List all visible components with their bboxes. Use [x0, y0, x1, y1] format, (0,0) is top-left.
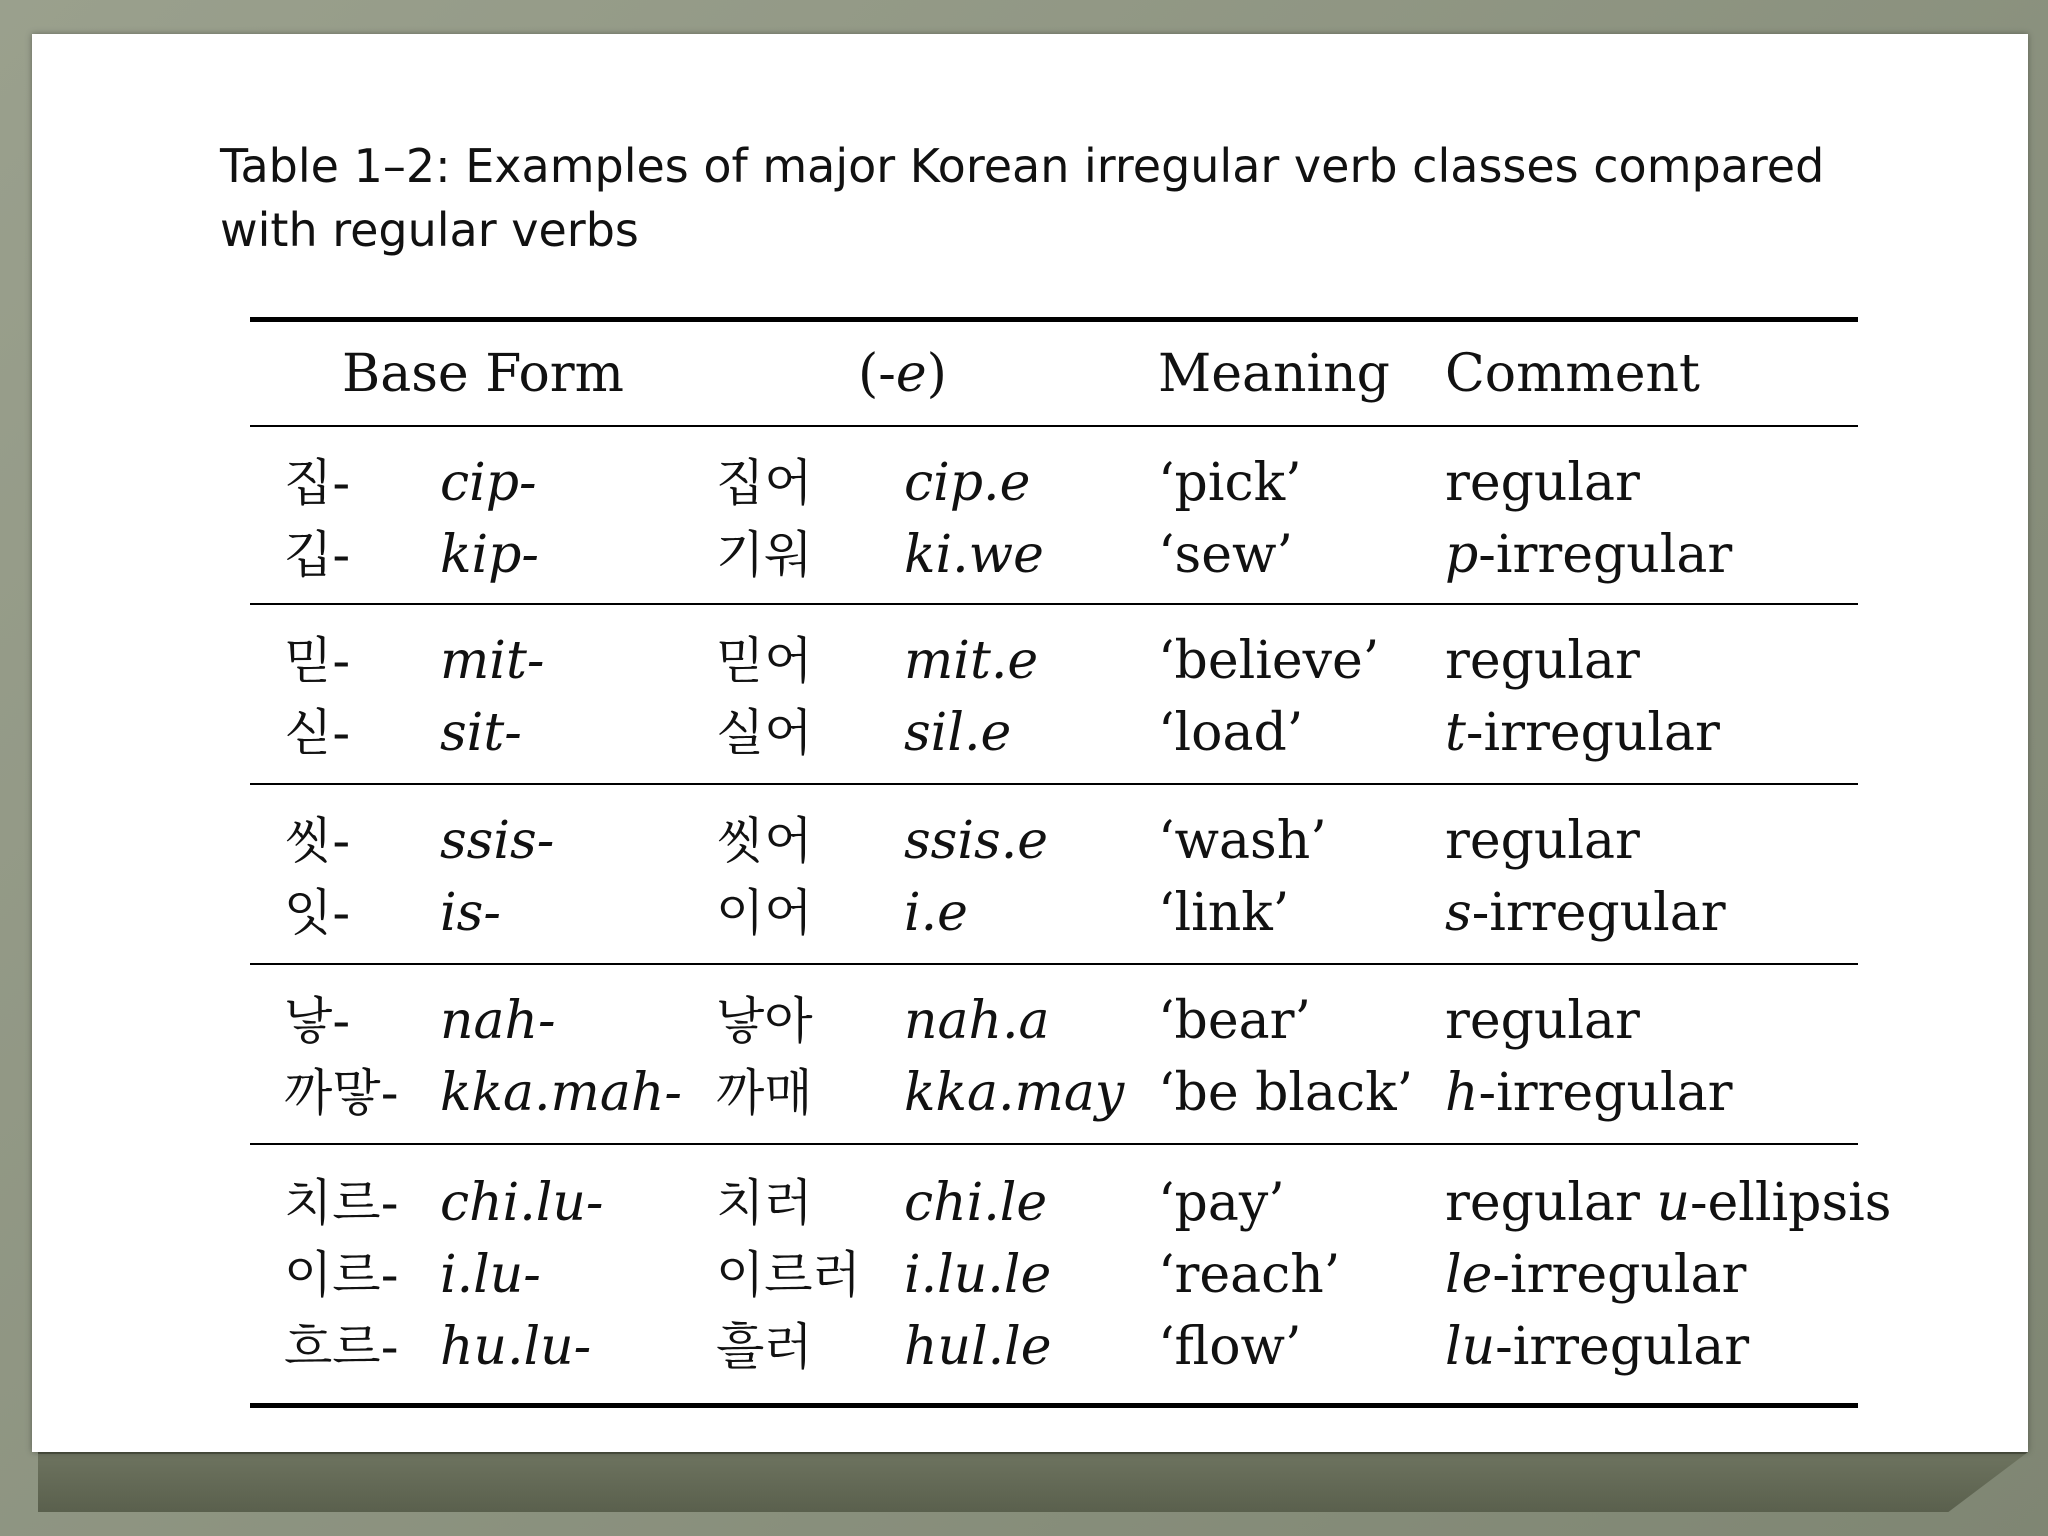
e-form-romanized: chi.le — [904, 1173, 1048, 1233]
caption-line-2: with regular verbs — [220, 203, 639, 257]
comment-cell: t-irregular — [1445, 703, 1720, 763]
table-bottom-rule — [250, 1403, 1858, 1408]
table-row — [250, 447, 1858, 519]
base-form-romanized: cip- — [440, 453, 537, 513]
meaning-cell: ‘sew’ — [1158, 525, 1294, 585]
table-row — [250, 519, 1858, 591]
e-form-korean: 이어 — [716, 884, 813, 942]
base-form-korean: 집- — [284, 454, 351, 512]
base-form-korean: 믿- — [284, 632, 351, 690]
table-row — [250, 1311, 1858, 1383]
meaning-cell: ‘flow’ — [1158, 1317, 1302, 1377]
comment-cell: regular — [1445, 991, 1640, 1051]
e-form-korean: 까매 — [716, 1064, 813, 1122]
meaning-cell: ‘load’ — [1158, 703, 1304, 763]
header-e-form: (-e) — [858, 344, 947, 404]
header-comment: Comment — [1445, 344, 1700, 404]
base-form-korean: 이르- — [284, 1246, 399, 1304]
row-group — [250, 605, 1858, 783]
e-form-romanized: hul.le — [904, 1317, 1052, 1377]
comment-cell: le-irregular — [1445, 1245, 1747, 1305]
e-form-romanized: ssis.e — [904, 811, 1048, 871]
table-row — [250, 625, 1858, 697]
e-form-korean: 낳아 — [716, 992, 813, 1050]
row-group — [250, 965, 1858, 1143]
base-form-korean: 낳- — [284, 992, 351, 1050]
row-group — [250, 427, 1858, 603]
e-form-romanized: kka.may — [904, 1063, 1125, 1123]
base-form-korean: 잇- — [284, 884, 351, 942]
table-body — [250, 425, 1892, 1403]
header-meaning: Meaning — [1158, 344, 1390, 404]
meaning-cell: ‘be black’ — [1158, 1063, 1414, 1123]
table-row — [250, 1057, 1858, 1129]
e-form-romanized: ki.we — [904, 525, 1044, 585]
base-form-korean: 깁- — [284, 526, 351, 584]
base-form-romanized: kka.mah- — [440, 1063, 682, 1123]
comment-cell: regular u-ellipsis — [1445, 1173, 1892, 1233]
comment-cell: s-irregular — [1445, 883, 1726, 943]
e-form-korean: 믿어 — [716, 632, 813, 690]
e-form-korean: 이르러 — [716, 1246, 861, 1304]
base-form-korean: 흐르- — [284, 1318, 399, 1376]
table-row — [250, 805, 1858, 877]
base-form-romanized: kip- — [440, 525, 539, 585]
caption-line-1: Table 1–2: Examples of major Korean irregular verb classes compared — [220, 139, 1825, 193]
comment-cell: p-irregular — [1445, 525, 1733, 585]
comment-cell: lu-irregular — [1445, 1317, 1750, 1377]
meaning-cell: ‘wash’ — [1158, 811, 1327, 871]
header-base-form: Base Form — [342, 344, 624, 404]
base-form-romanized: chi.lu- — [440, 1173, 604, 1233]
base-form-korean: 싣- — [284, 704, 351, 762]
base-form-romanized: sit- — [440, 703, 522, 763]
e-form-romanized: sil.e — [904, 703, 1012, 763]
meaning-cell: ‘pay’ — [1158, 1173, 1285, 1233]
meaning-cell: ‘pick’ — [1158, 453, 1302, 513]
table-caption — [220, 134, 1840, 262]
table-row — [250, 1239, 1858, 1311]
verb-table — [250, 317, 1892, 1408]
meaning-cell: ‘link’ — [1158, 883, 1290, 943]
base-form-romanized: nah- — [440, 991, 556, 1051]
comment-cell: h-irregular — [1445, 1063, 1733, 1123]
base-form-romanized: mit- — [440, 631, 545, 691]
e-form-korean: 치러 — [716, 1174, 813, 1232]
e-form-romanized: i.lu.le — [904, 1245, 1052, 1305]
table-row — [250, 697, 1858, 769]
base-form-romanized: i.lu- — [440, 1245, 541, 1305]
e-form-korean: 집어 — [716, 454, 813, 512]
meaning-cell: ‘bear’ — [1158, 991, 1311, 1051]
slide-footer-bar — [38, 1452, 2028, 1512]
e-form-korean: 흘러 — [716, 1318, 813, 1376]
table-row — [250, 1167, 1892, 1239]
table-row — [250, 877, 1858, 949]
slide-content — [32, 34, 2028, 1452]
comment-cell: regular — [1445, 811, 1640, 871]
base-form-romanized: is- — [440, 883, 501, 943]
e-form-romanized: nah.a — [904, 991, 1050, 1051]
comment-cell: regular — [1445, 631, 1640, 691]
comment-cell: regular — [1445, 453, 1640, 513]
row-group — [250, 1145, 1892, 1403]
meaning-cell: ‘reach’ — [1158, 1245, 1341, 1305]
base-form-romanized: ssis- — [440, 811, 555, 871]
table-row — [250, 985, 1858, 1057]
base-form-korean: 치르- — [284, 1174, 399, 1232]
e-form-korean: 씻어 — [716, 812, 813, 870]
meaning-cell: ‘believe’ — [1158, 631, 1380, 691]
row-group — [250, 785, 1858, 963]
e-form-romanized: cip.e — [904, 453, 1031, 513]
table-header — [250, 322, 1858, 425]
e-form-romanized: mit.e — [904, 631, 1039, 691]
e-form-korean: 기워 — [716, 526, 813, 584]
e-form-romanized: i.e — [904, 883, 968, 943]
base-form-korean: 까맣- — [284, 1064, 399, 1122]
base-form-romanized: hu.lu- — [440, 1317, 592, 1377]
e-form-korean: 실어 — [716, 704, 813, 762]
base-form-korean: 씻- — [284, 812, 351, 870]
